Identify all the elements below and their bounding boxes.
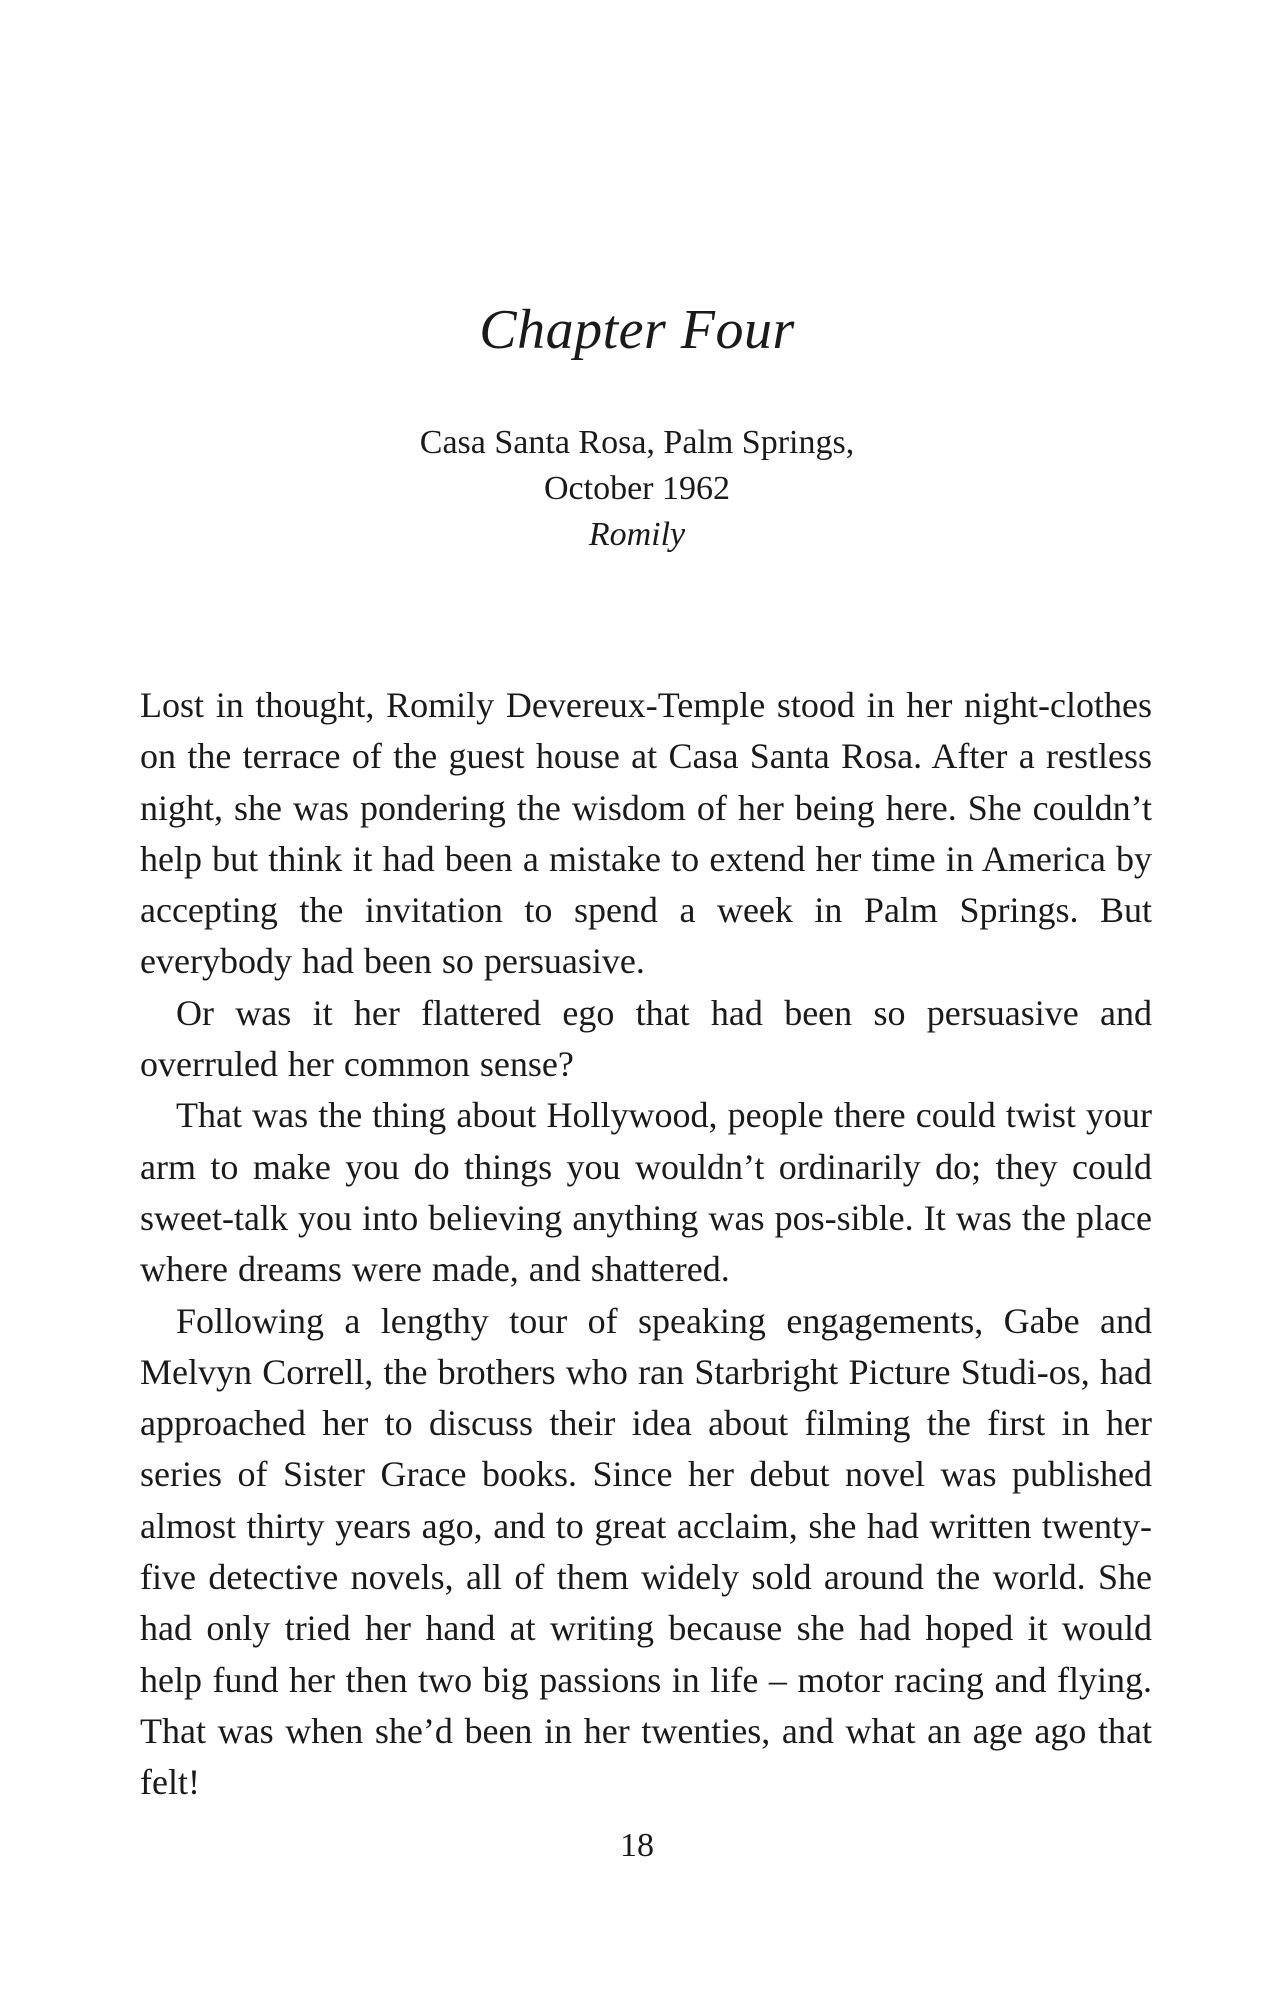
chapter-pov-character: Romily [588,516,686,553]
paragraph-4: Following a lengthy tour of speaking engagements, Gabe and Melvyn Correll, the brothers who ran Starbright Picture Studi-os, had approached her to discuss their idea about filming the first in her series of Sister Grace books. Since her debut novel was published almost thirty years ago, and to great acclaim, she had written twenty-five detective novels, all of them widely sold around the world. She had only tried her hand at writing because she had hoped it would help fund her then two big passions in life – motor racing and flying. That was when she’d been in her twenties, and what an age ago that felt! [140,1300,1152,1803]
chapter-body [140,680,1152,1809]
chapter-subheading [0,420,1274,558]
paragraph-3: That was the thing about Hollywood, people there could twist your arm to make you do things you wouldn’t ordinarily do; they could sweet-talk you into believing anything was pos-sible. It was the place where dreams were made, and shattered. [140,1095,1152,1290]
chapter-title: Chapter Four [479,299,795,361]
paragraph-2: Or was it her flattered ego that had been so persuasive and overruled her common sense? [140,992,1152,1085]
chapter-date: October 1962 [543,470,730,507]
page-number: 18 [620,1827,654,1864]
paragraph-1: Lost in thought, Romily Devereux-Temple stood in her night-clothes on the terrace of the guest house at Casa Santa Rosa. After a restless night, she was pondering the wisdom of her being here. She couldn’t help but think it had been a mistake to extend her time in America by accepting the invitation to spend a week in Palm Springs. But everybody had been so persuasive. [140,685,1152,982]
chapter-location: Casa Santa Rosa, Palm Springs, [419,424,855,461]
